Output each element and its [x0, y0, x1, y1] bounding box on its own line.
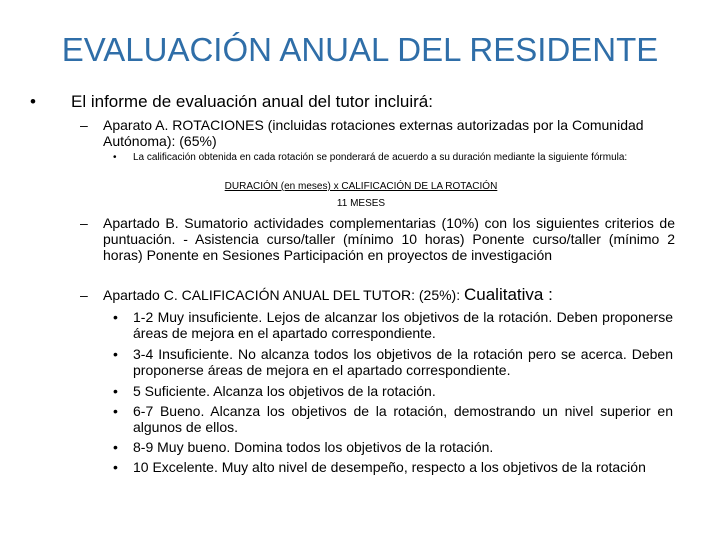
bullet-icon: •	[113, 383, 118, 399]
intro-text: El informe de evaluación anual del tutor incluirá:	[71, 92, 433, 111]
section-c-heading	[103, 287, 675, 303]
bullet-icon: •	[113, 309, 118, 325]
section-a-note: La calificación obtenida en cada rotación se ponderará de acuerdo a su duración mediante la siguiente fórmula:	[133, 152, 628, 163]
formula-numerator: DURACIÓN (en meses) x CALIFICACIÓN DE LA ROTACIÓN	[224, 181, 498, 192]
grade-text: 8-9 Muy bueno. Domina todos los objetivos de la rotación.	[133, 439, 494, 455]
dash-icon: –	[80, 117, 88, 133]
grade-text: 10 Excelente. Muy alto nivel de desempeño, respecto a los objetivos de la rotación	[133, 459, 646, 475]
bullet-icon: •	[113, 346, 118, 362]
section-c-qualifier: Cualitativa :	[464, 285, 553, 304]
bullet-icon: •	[113, 152, 117, 163]
grade-text: 5 Suficiente. Alcanza los objetivos de la rotación.	[133, 383, 436, 399]
bullet-icon: •	[30, 92, 36, 111]
dash-icon: –	[80, 287, 88, 303]
grade-text: 6-7 Bueno. Alcanza los objetivos de la rotación, demostrando un nivel superior en algunos de ellos.	[133, 403, 673, 435]
section-a-text: Aparato A. ROTACIONES (incluidas rotaciones externas autorizadas por la Comunidad Autónoma): (65%)	[103, 117, 644, 149]
slide-title: EVALUACIÓN ANUAL DEL RESIDENTE	[61, 31, 659, 68]
bullet-icon: •	[113, 439, 118, 455]
grade-text: 1-2 Muy insuficiente. Lejos de alcanzar los objetivos de la rotación. Deben proponerse áreas de mejora en el apartado correspondiente.	[133, 309, 673, 341]
bullet-icon: •	[113, 403, 118, 419]
formula-denominator: 11 MESES	[336, 198, 386, 209]
dash-icon: –	[80, 215, 88, 231]
section-b-text: Apartado B. Sumatorio actividades complementarias (10%) con los siguientes criterios de puntuación. - Asistencia curso/taller (mínimo 10 horas) Ponente curso/taller (mínimo 2 horas) Ponente en Sesiones Participación en proyectos de investigación	[103, 215, 675, 263]
bullet-icon: •	[113, 459, 118, 475]
grade-text: 3-4 Insuficiente. No alcanza todos los objetivos de la rotación pero se acerca. Deben proponerse áreas de mejora en el apartado correspondiente.	[133, 346, 673, 378]
section-c-text: Apartado C. CALIFICACIÓN ANUAL DEL TUTOR: (25%):	[103, 287, 461, 303]
